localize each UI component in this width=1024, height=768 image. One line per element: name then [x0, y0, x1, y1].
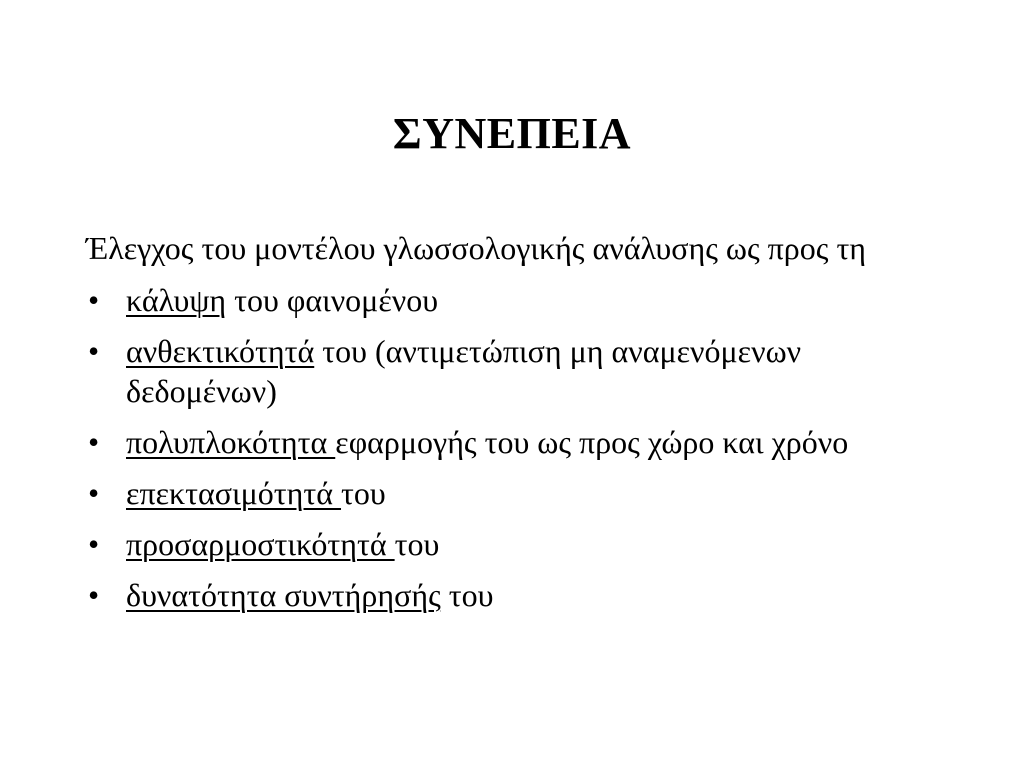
bullet-text: του (αντιμετώπιση μη αναμενόμενων δεδομένων)	[126, 333, 802, 409]
bullet-term: προσαρμοστικότητά	[126, 526, 395, 562]
bullet-text: του φαινομένου	[226, 282, 439, 318]
intro-text: Έλεγχος του μοντέλου γλωσσολογικής ανάλυσης ως προς τη	[86, 230, 867, 266]
bullet-text: του	[440, 577, 494, 613]
bullet-item-extensibility	[86, 473, 946, 513]
bullet-icon: •	[88, 333, 100, 369]
bullet-term: δυνατότητα συντήρησής	[126, 577, 441, 613]
bullet-item-complexity	[86, 422, 946, 462]
bullet-item-maintainability	[86, 575, 946, 615]
bullet-item-adaptability	[86, 524, 946, 564]
slide-body	[86, 228, 946, 626]
bullet-term: πολυπλοκότητα	[126, 424, 336, 460]
bullet-item-coverage	[86, 280, 946, 320]
bullet-icon: •	[88, 282, 100, 318]
slide-title: ΣΥΝΕΠΕΙΑ	[392, 109, 632, 158]
bullet-icon: •	[88, 475, 100, 511]
bullet-text: του	[394, 526, 440, 562]
bullet-list	[86, 280, 946, 615]
bullet-icon: •	[88, 526, 100, 562]
bullet-icon: •	[88, 577, 100, 613]
bullet-text: εφαρμογής του ως προς χώρο και χρόνο	[335, 424, 849, 460]
bullet-term: ανθεκτικότητά	[126, 333, 315, 369]
bullet-item-robustness	[86, 331, 946, 411]
bullet-term: επεκτασιμότητά	[126, 475, 342, 511]
bullet-icon: •	[88, 424, 100, 460]
bullet-text: του	[341, 475, 386, 511]
bullet-term: κάλυψη	[126, 282, 227, 318]
